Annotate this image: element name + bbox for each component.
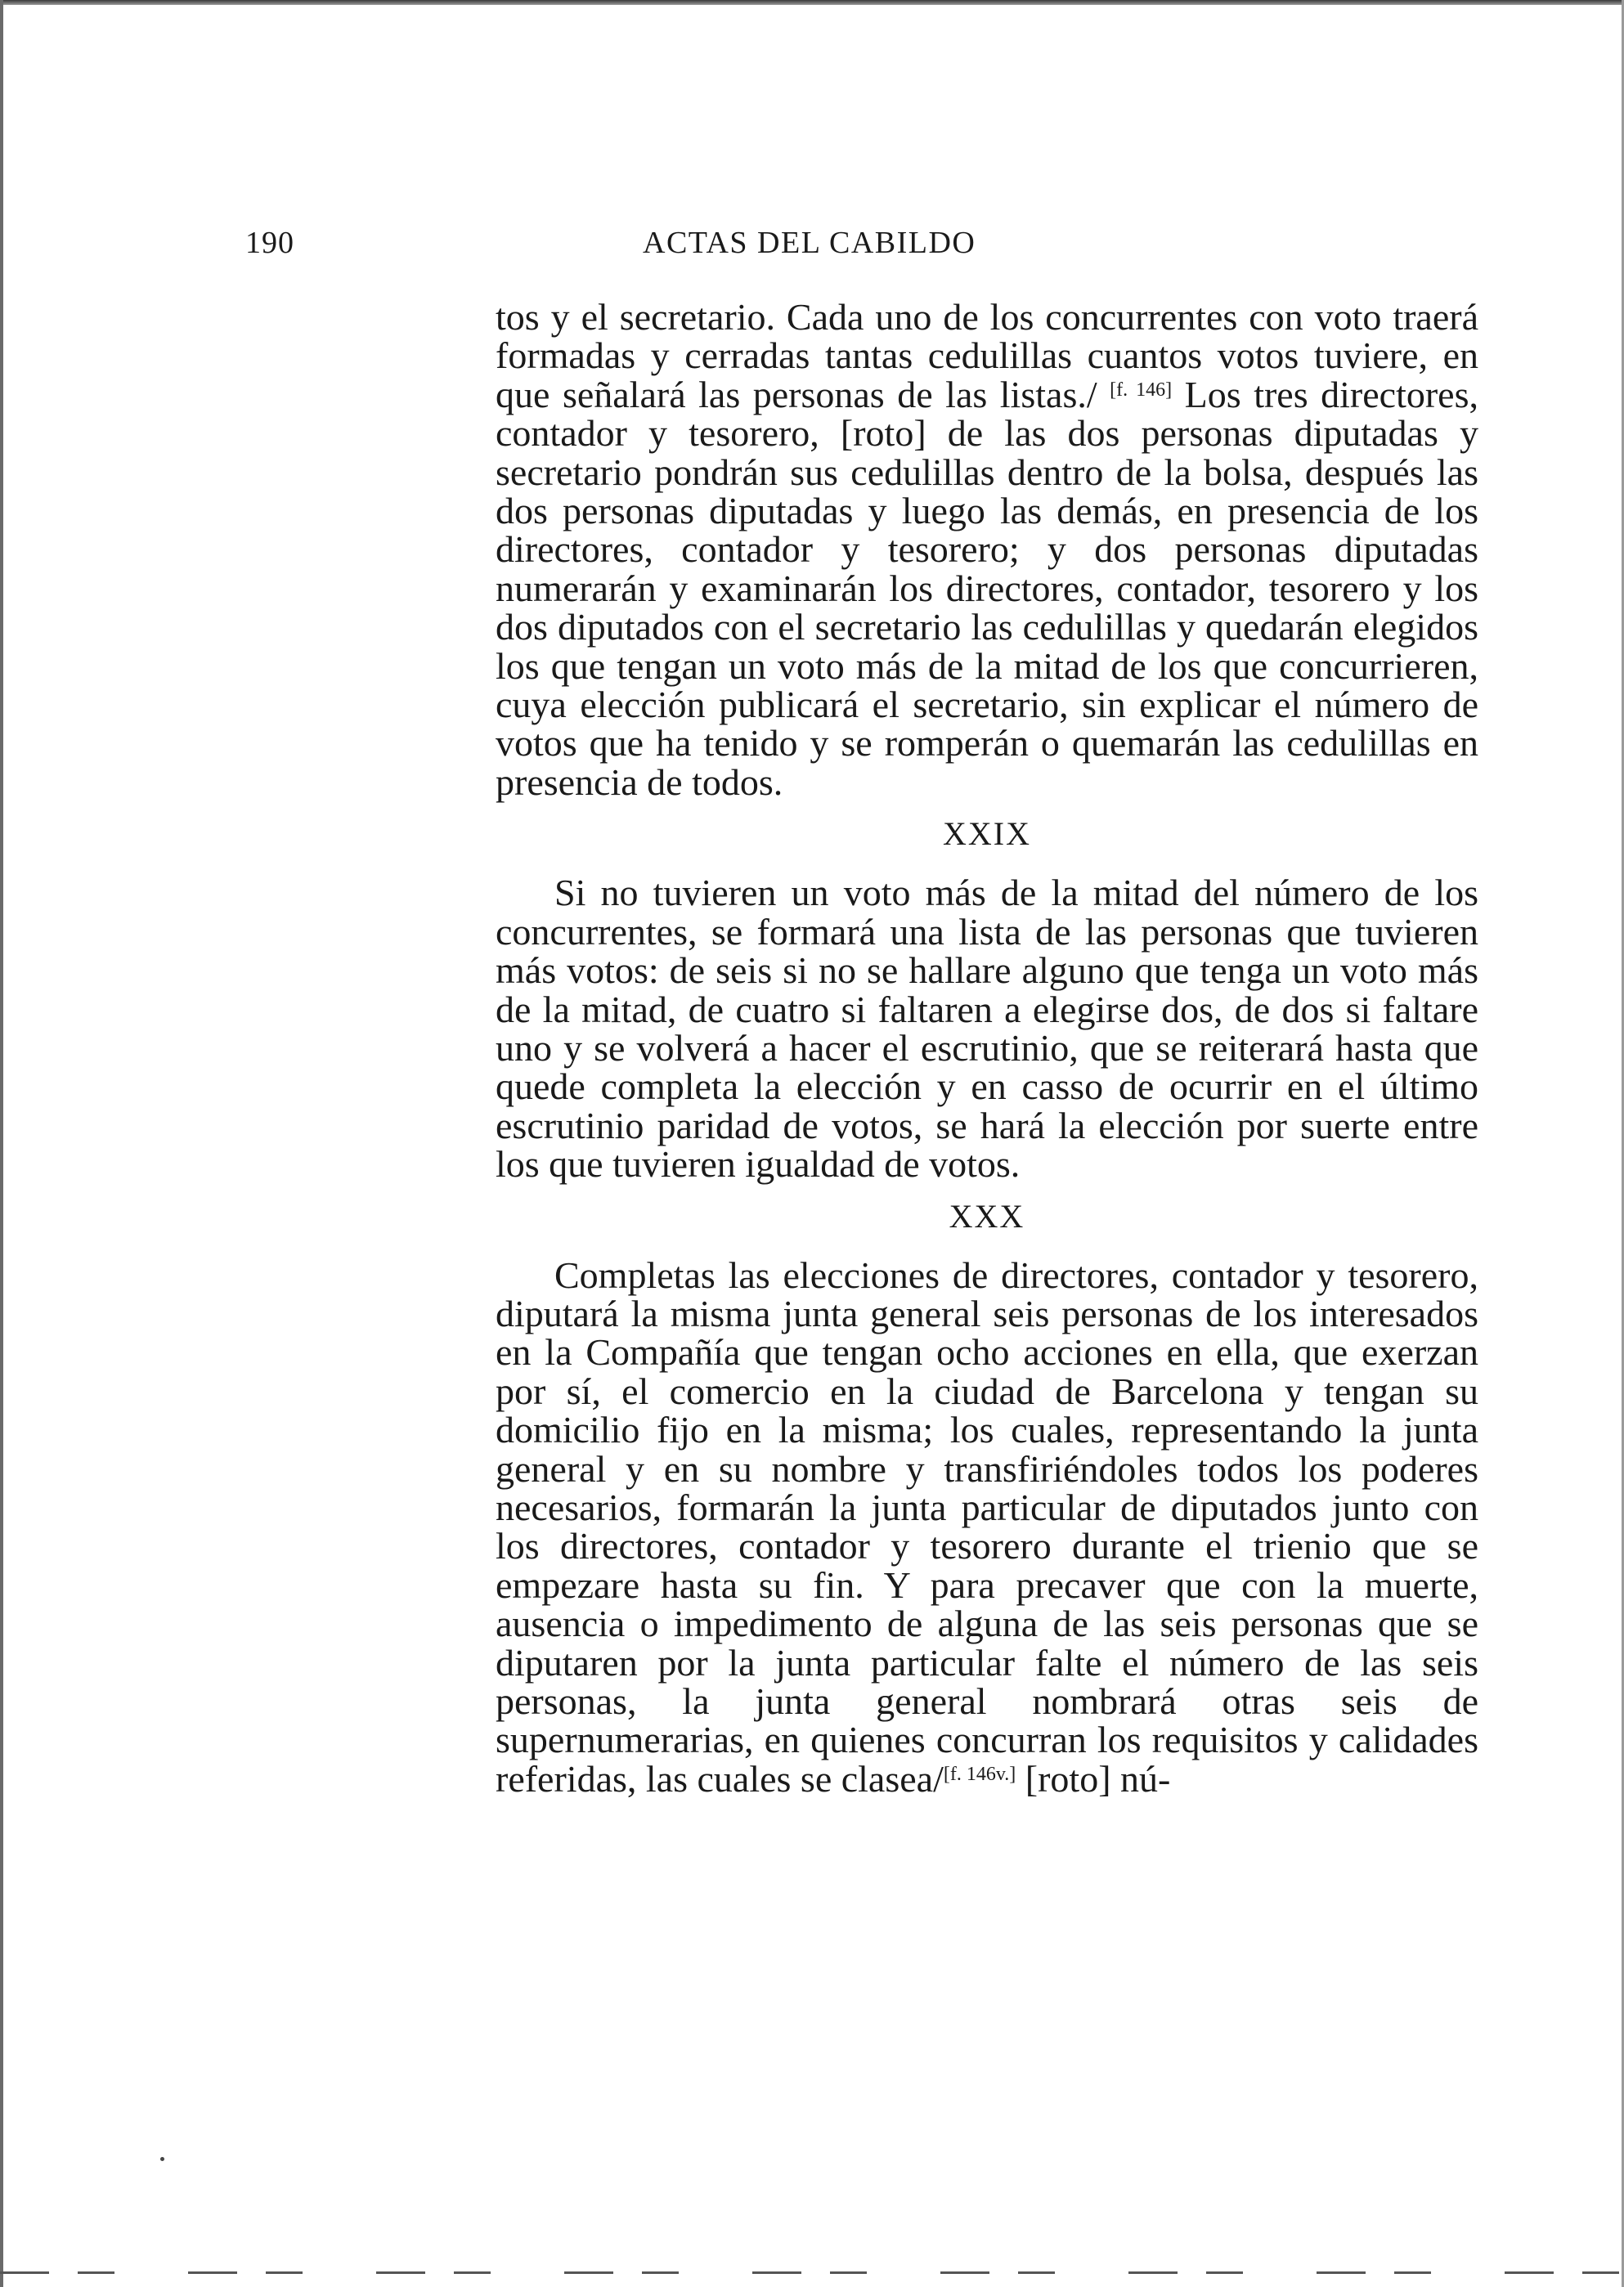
paragraph-text: Completas las elecciones de directores, contador y tesorero, diputará la misma junta general seis personas de los interesados en la Compañía que tengan ocho acciones en ella, que exerzan por sí, el comercio en la ciudad de Barcelona y tengan su domicilio fijo en la misma; los cuales, representando la junta general y en su nombre y transfiriéndoles todos los poderes necesarios, formarán la junta particular de diputados junto con los directores, contador y tesorero durante el trienio que se empezare hasta su fin. Y para precaver que con la muerte, ausencia o impedimento de alguna de las seis personas que se diputaren por la junta particular falte el número de las seis personas, la junta general nombrará otras seis de supernumerarias, en quienes concurran los requisitos y calidades referidas, las cuales se clasea/ bbox=[496, 1253, 1478, 1800]
paragraph-text: [roto] nú- bbox=[1016, 1757, 1171, 1800]
folio-marker: [f. 146v.] bbox=[943, 1763, 1016, 1785]
paragraph-continuation bbox=[496, 298, 1478, 801]
scan-border-top bbox=[0, 0, 1624, 5]
running-head: ACTAS DEL CABILDO bbox=[643, 226, 976, 260]
paragraph-xxx bbox=[496, 1253, 1478, 1800]
scan-border-bottom bbox=[0, 2271, 1624, 2274]
scan-speck bbox=[160, 2157, 164, 2161]
paragraph-xxix: Si no tuvieren un voto más de la mitad del número de los concurrentes, se formará una lista de las personas que tuvieren más votos: de seis si no se hallare alguno que tenga un voto más de la mitad, de cuatro si faltaren a elegirse dos, de dos si faltare uno y se volverá a hacer el escrutinio, que se reiterará hasta que quede completa la elección y en casso de ocurrir en el último escrutinio paridad de votos, se hará la elección por suerte entre los que tuvieren igualdad de votos. bbox=[496, 872, 1478, 1186]
page-number: 190 bbox=[245, 226, 294, 260]
folio-marker: [f. 146] bbox=[1110, 379, 1173, 401]
section-heading-xxix: XXIX bbox=[943, 815, 1031, 853]
section-heading-xxx: XXX bbox=[949, 1197, 1025, 1235]
main-text bbox=[496, 298, 1478, 1798]
paragraph-text: Los tres directores, contador y tesorero, [roto] de las dos personas diputadas y secretario pondrán sus cedulillas dentro de la bolsa, después las dos personas diputadas y luego las demás, en presencia de los directores, contador y tesorero; y dos personas diputadas numerarán y examinarán los directores, contador, tesorero y los dos diputados con el secretario las cedulillas y quedarán elegidos los que tengan un voto más de la mitad de los que concurrieren, cuya elección publicará el secretario, sin explicar el número de votos que ha tenido y se romperán o quemarán las cedulillas en presencia de todos. bbox=[496, 373, 1478, 803]
scan-border-left bbox=[0, 0, 3, 2287]
paragraph-text: tos y el secretario. Cada uno de los concurrentes con voto traerá formadas y cerradas tantas cedulillas cuantos votos tuviere, en que señalará las personas de las listas./ bbox=[496, 296, 1478, 415]
